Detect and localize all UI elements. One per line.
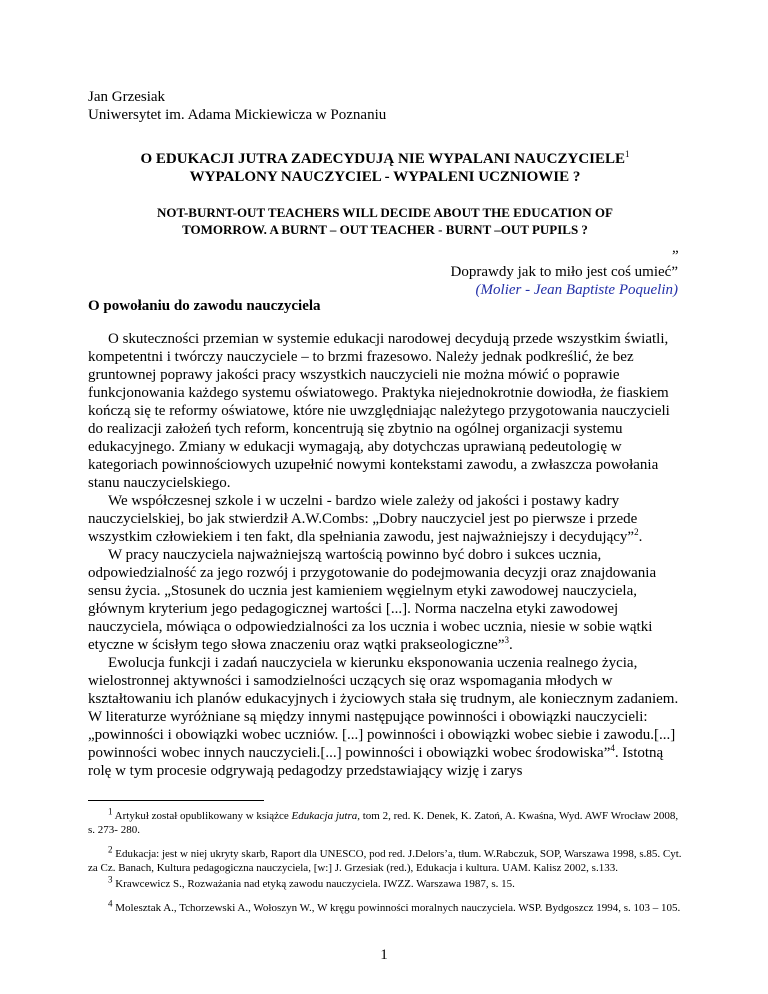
footnote-2-text: Edukacja: jest w niej ukryty skarb, Raport dla UNESCO, pod red. J.Delors’a, tłum. W.Rabczuk, SOP, Warszawa 1998, s.85. Cyt. za Cz. Banach, Kultura pedagogiczna nauczyciela, [w:] J. Grzesiak (red.), Edukacja i kultura. UAM. Kalisz 2002, s.133.	[88, 848, 682, 874]
body-text	[88, 330, 682, 780]
footnote-1-tail: tom 2, red. K. Denek, K. Zatoń, A. Kwaśna, Wyd. AWF Wrocław 2008, s. 273- 280.	[88, 810, 679, 836]
footnote-4	[88, 898, 682, 915]
footnote-4-text: Molesztak A., Tchorzewski A., Wołoszyn W., W kręgu powinności moralnych nauczyciela. WSP. Bydgoszcz 1994, s. 103 – 105.	[115, 902, 681, 914]
english-title-line-1: NOT-BURNT-OUT TEACHERS WILL DECIDE ABOUT THE EDUCATION OF	[157, 205, 613, 220]
author-name: Jan Grzesiak	[88, 89, 166, 105]
footnote-ref-2[interactable]: 2	[634, 527, 639, 537]
author-block	[88, 88, 386, 124]
footnote-1	[88, 806, 682, 837]
paragraph-2-text: We współczesnej szkole i w uczelni - bardzo wiele zależy od jakości i postawy kadry nauczycielskiej, bo jak stwierdził A.W.Combs: „Dobry nauczyciel jest po pierwsze i przede wszystkim człowiekiem i ten fakt, dla spełniania zawodu, jest najważniejszy i decydujący”	[88, 493, 638, 545]
footnote-separator	[88, 800, 264, 801]
footnote-1-text: Artykuł został opublikowany w książce	[114, 810, 292, 822]
paragraph-1-text: O skuteczności przemian w systemie edukacji narodowej decydują przede wszystkim światli, kompetentni i twórczy nauczyciele – to brzmi frazesowo. Należy jednak podkreślić, że bez gruntownej poprawy jakości pracy wszystkich nauczycieli nie można mówić o poprawie funkcjonowania każdego systemu oświatowego. Praktyka niejednokrotnie dowiodła, że fiaskiem kończą się te reformy oświatowe, które nie uwzględniając należytego przygotowania nauczycieli do realizacji założeń tych reform, koncentrują się zbytnio na ogólnej organizacji systemu edukacyjnego. Zmiany w edukacji wymagają, aby dotychczas uprawianą pedeutologię w kategoriach powinnościowych uzupełnić nowymi kontekstami zawodu, a zwłaszcza powołania stanu nauczycielskiego.	[88, 331, 670, 491]
footnote-1-italic: Edukacja jutra,	[291, 810, 360, 822]
epigraph	[451, 263, 678, 299]
english-title-line-2: TOMORROW. A BURNT – OUT TEACHER - BURNT –OUT PUPILS ?	[182, 222, 588, 237]
epigraph-attribution: (Molier - Jean Baptiste Poquelin)	[475, 282, 678, 298]
paragraph-4	[88, 654, 682, 780]
english-title	[88, 204, 682, 238]
section-heading: O powołaniu do zawodu nauczyciela	[88, 298, 321, 314]
paragraph-4-end: . Istotną rolę w tym procesie odgrywają pedagodzy przedstawiający wizję i zarys	[88, 745, 664, 779]
title-footnote-ref[interactable]: 1	[625, 149, 630, 159]
title-line-1: O EDUKACJI JUTRA ZADECYDUJĄ NIE WYPALANI NAUCZYCIELE	[140, 151, 625, 167]
epigraph-open-mark: „	[672, 240, 679, 256]
paragraph-4-text: Ewolucja funkcji i zadań nauczyciela w kierunku eksponowania uczenia realnego życia, wielostronnej aktywności i samodzielności uczących się oraz wspomagania młodych w kształtowaniu ich planów edukacyjnych i życiowych stała się trudnym, ale koniecznym zadaniem. W literaturze wyróżniane są między innymi następujące powinności i obowiązki nauczycieli: „powinności i obowiązki wobec uczniów. [...] powinności i obowiązki wobec siebie i zawodu.[...] powinności wobec innych nauczycieli.[...] powinności i obowiązki wobec środowiska”	[88, 655, 679, 761]
document-title	[88, 150, 682, 186]
paragraph-3-text: W pracy nauczyciela najważniejszą wartością powinno być dobro i sukces ucznia, odpowiedzialność za jego rozwój i przygotowanie do podejmowania decyzji oraz znajdowania sensu życia. „Stosunek do ucznia jest kamieniem węgielnym etyki zawodowej nauczyciela, głównym kryterium jego pedagogicznej wartości [...]. Norma naczelna etyki zawodowej nauczyciela, mówiąca o odpowiedzialności za los ucznia i wobec ucznia, niesie w sobie wątki etyczne w ścisłym tego słowa znaczeniu oraz wątki prakseologiczne”	[88, 547, 657, 653]
footnote-2	[88, 844, 682, 875]
footnote-2-number: 2	[108, 844, 113, 855]
footnote-1-number: 1	[108, 806, 113, 817]
paragraph-1	[88, 330, 682, 492]
epigraph-text: Doprawdy jak to miło jest coś umieć”	[450, 264, 678, 280]
author-affiliation: Uniwersytet im. Adama Mickiewicza w Poznaniu	[88, 107, 387, 123]
footnote-ref-3[interactable]: 3	[504, 635, 509, 645]
footnotes	[88, 800, 682, 925]
footnote-4-number: 4	[108, 898, 113, 909]
footnote-ref-4[interactable]: 4	[610, 743, 615, 753]
footnote-3-number: 3	[108, 874, 113, 885]
paragraph-3-end: .	[509, 637, 513, 653]
paragraph-2-end: .	[638, 529, 643, 545]
paragraph-3	[88, 546, 682, 654]
page-number: 1	[380, 947, 388, 963]
paragraph-2	[88, 492, 682, 546]
title-line-2: WYPALONY NAUCZYCIEL - WYPALENI UCZNIOWIE ?	[189, 169, 581, 185]
footnote-3	[88, 874, 682, 891]
footnote-3-text: Krawcewicz S., Rozważania nad etyką zawodu nauczyciela. IWZZ. Warszawa 1987, s. 15.	[115, 878, 515, 890]
